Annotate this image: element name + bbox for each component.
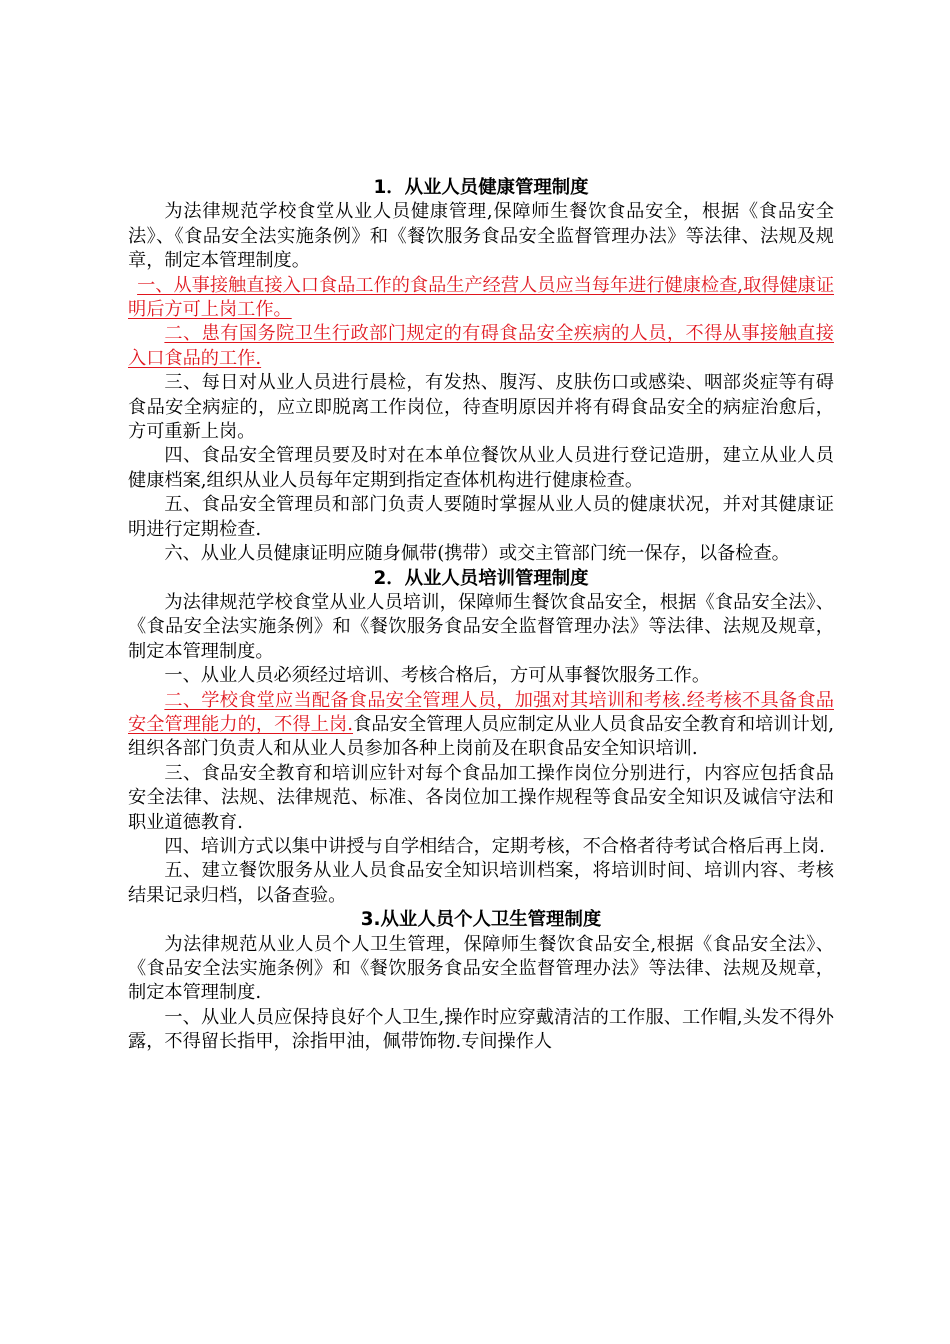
paragraph-text: 三、每日对从业人员进行晨检，有发热、腹泻、皮肤伤口或感染、咽部炎症等有碍食品安全病症的，应立即脱离工作岗位，待查明原因并将有碍食品安全的病症治愈后，方可重新上岗。 (128, 372, 834, 443)
paragraph-text: 一、从业人员必须经过培训、考核合格后，方可从事餐饮服务工作。 (164, 665, 711, 687)
highlighted-text: 一、从事接触直接入口食品工作的食品生产经营人员应当每年进行健康检查,取得健康证明后方可上岗工作。 (128, 274, 835, 321)
section-title: 2．从业人员培训管理制度 (373, 567, 589, 589)
paragraph (128, 371, 834, 444)
highlighted-text: 二、学校食堂应当配备食品安全管理人员，加强对其培训和考核.经考核不具备食品安全管理能力的，不得上岗. (128, 689, 834, 735)
paragraph (128, 444, 834, 493)
paragraph-text: 四、培训方式以集中讲授与自学相结合，定期考核，不合格者待考试合格后再上岗. (164, 835, 825, 857)
paragraph (128, 1006, 834, 1055)
paragraph (128, 933, 834, 1006)
paragraph (128, 200, 834, 273)
paragraph (128, 274, 834, 323)
document-page (128, 176, 834, 1055)
paragraph-text: 一、从业人员应保持良好个人卫生,操作时应穿戴清洁的工作服、工作帽,头发不得外露，不得留长指甲，涂指甲油，佩带饰物.专间操作人 (128, 1006, 834, 1053)
paragraph (128, 762, 834, 835)
paragraph (128, 689, 834, 762)
paragraph-text: 四、食品安全管理员要及时对在本单位餐饮从业人员进行登记造册，建立从业人员健康档案,组织从业人员每年定期到指定查体机构进行健康检查。 (128, 445, 834, 491)
paragraph (128, 664, 834, 688)
paragraph (128, 835, 834, 859)
highlighted-text: 二、患有国务院卫生行政部门规定的有碍食品安全疾病的人员，不得从事接触直接入口食品的工作. (128, 323, 834, 369)
paragraph (128, 322, 834, 371)
paragraph-text: 五、食品安全管理员和部门负责人要随时掌握从业人员的健康状况，并对其健康证明进行定期检查. (128, 494, 834, 540)
paragraph-text: 五、建立餐饮服务从业人员食品安全知识培训档案，将培训时间、培训内容、考核结果记录归档，以备查验。 (128, 860, 834, 906)
paragraph-text: 为法律规范学校食堂从业人员健康管理,保障师生餐饮食品安全，根据《食品安全法》、《食品安全法实施条例》和《餐饮服务食品安全监督管理办法》等法律、法规及规章，制定本管理制度。 (128, 201, 834, 272)
section-title: 3.从业人员个人卫生管理制度 (360, 909, 602, 931)
paragraph-text: 食品安全管理人员应制定从业人员食品安全教育和培训计划,组织各部门负责人和从业人员参加各种上岗前及在职食品安全知识培训. (128, 713, 834, 760)
paragraph-text: 为法律规范从业人员个人卫生管理，保障师生餐饮食品安全,根据《食品安全法》、《食品安全法实施条例》和《餐饮服务食品安全监督管理办法》等法律、法规及规章，制定本管理制度. (128, 933, 834, 1004)
paragraph-text: 三、食品安全教育和培训应针对每个食品加工操作岗位分别进行，内容应包括食品安全法律、法规、法律规范、标准、各岗位加工操作规程等食品安全知识及诚信守法和职业道德教育. (128, 762, 834, 833)
section-title: 1．从业人员健康管理制度 (373, 177, 589, 198)
paragraph (128, 859, 834, 908)
paragraph-text: 六、从业人员健康证明应随身佩带(携带）或交主管部门统一保存，以备检查。 (164, 543, 790, 565)
paragraph (128, 542, 834, 566)
paragraph-text: 为法律规范学校食堂从业人员培训，保障师生餐饮食品安全，根据《食品安全法》、《食品安全法实施条例》和《餐饮服务食品安全监督管理办法》等法律、法规及规章，制定本管理制度。 (128, 591, 834, 662)
paragraph (128, 493, 834, 542)
paragraph (128, 591, 834, 664)
